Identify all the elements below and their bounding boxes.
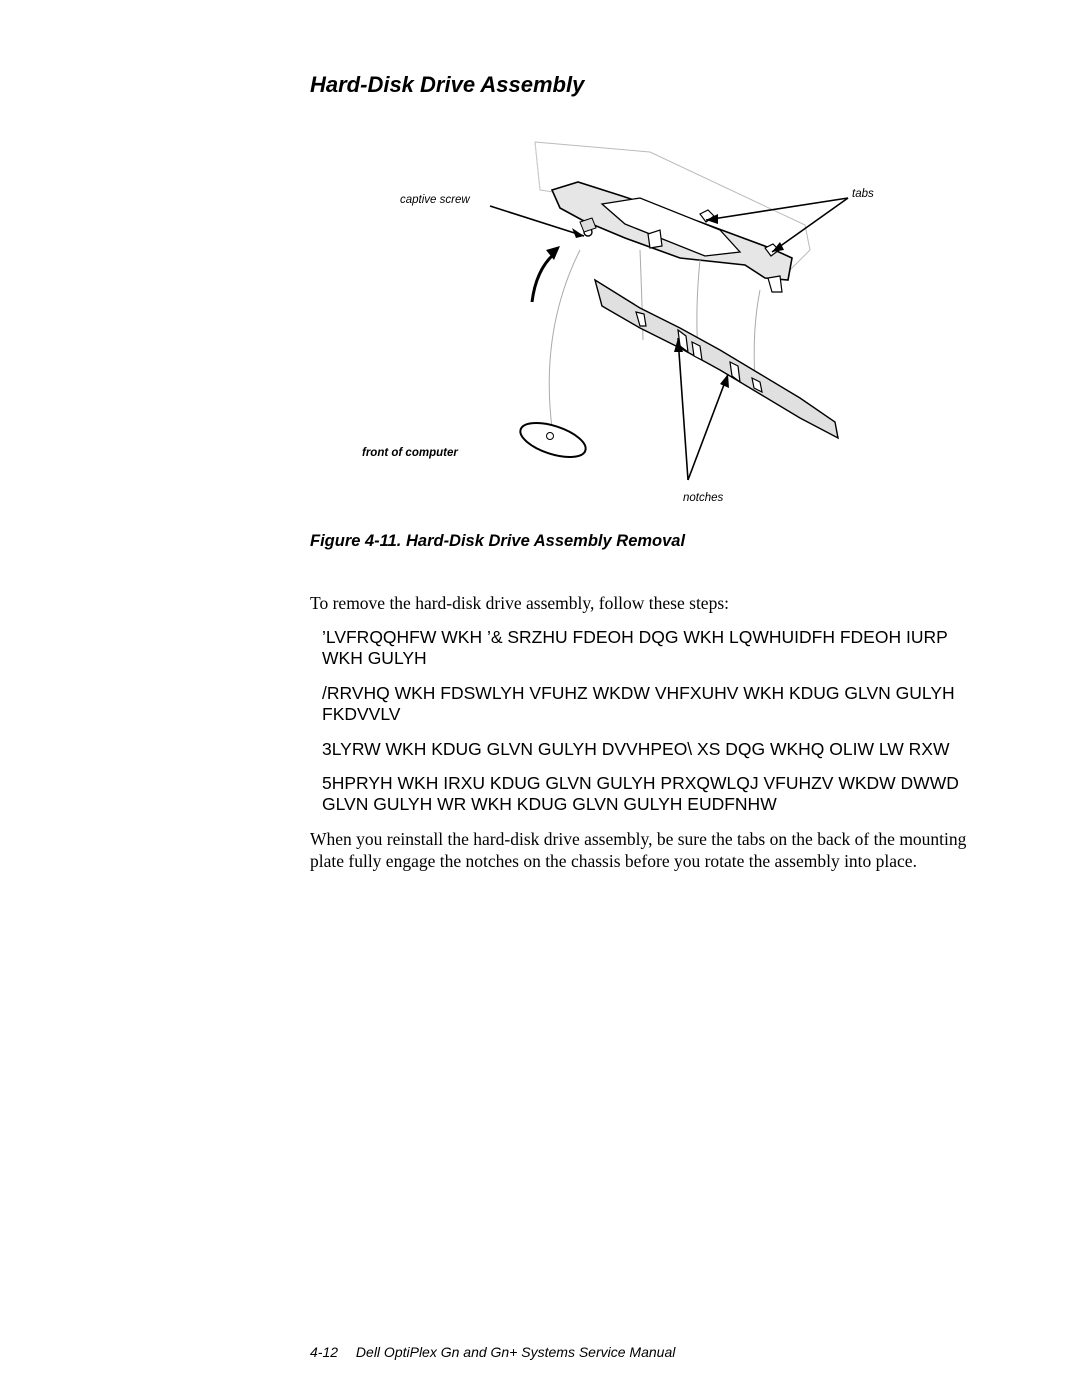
page-footer bbox=[310, 1344, 675, 1360]
step-4-line-2: GLVN GULYH WR WKH KDUG GLVN GULYH EUDFNHW bbox=[322, 794, 777, 814]
step-1-line-1: ’LVFRQQHFW WKH ’& SRZHU FDEOH DQG WKH LQWHUIDFH FDEOH IURP bbox=[322, 627, 948, 647]
callout-tabs: tabs bbox=[852, 188, 874, 200]
callout-notches: notches bbox=[683, 492, 724, 504]
manual-title: Dell OptiPlex Gn and Gn+ Systems Service Manual bbox=[355, 1344, 676, 1360]
step-3 bbox=[322, 739, 1080, 760]
figure-caption: Figure 4-11. Hard-Disk Drive Assembly Removal bbox=[310, 532, 686, 550]
callout-front-of-computer: front of computer bbox=[362, 447, 458, 459]
step-3-line-1: 3LYRW WKH KDUG GLVN GULYH DVVHPEO\ XS DQG WKHQ OLIW LW RXW bbox=[322, 739, 950, 759]
step-2-line-2: FKDVVLV bbox=[322, 704, 401, 724]
step-2-line-1: /RRVHQ WKH FDSWLYH VFUHZ WKDW VHFXUHV WKH KDUG GLVN GULYH bbox=[322, 683, 955, 703]
page-number: 4-12 bbox=[310, 1344, 339, 1360]
callout-captive-screw: captive screw bbox=[400, 194, 470, 206]
step-1-line-2: WKH GULYH bbox=[322, 648, 427, 668]
hard-disk-assembly-figure bbox=[340, 130, 874, 520]
page-title: Hard-Disk Drive Assembly bbox=[310, 72, 585, 97]
intro-paragraph: To remove the hard-disk drive assembly, follow these steps: bbox=[310, 593, 730, 613]
closing-paragraph: When you reinstall the hard-disk drive assembly, be sure the tabs on the back of the mounting plate fully engage the notches on the chassis before you rotate the assembly into place. bbox=[310, 829, 967, 871]
hard-disk-assembly-illustration bbox=[340, 130, 860, 520]
step-2 bbox=[322, 683, 1080, 725]
step-4-line-1: 5HPRYH WKH IRXU KDUG GLVN GULYH PRXQWLQJ VFUHZV WKDW DWWD bbox=[322, 773, 959, 793]
step-1 bbox=[322, 627, 1080, 669]
step-4 bbox=[322, 773, 1080, 815]
